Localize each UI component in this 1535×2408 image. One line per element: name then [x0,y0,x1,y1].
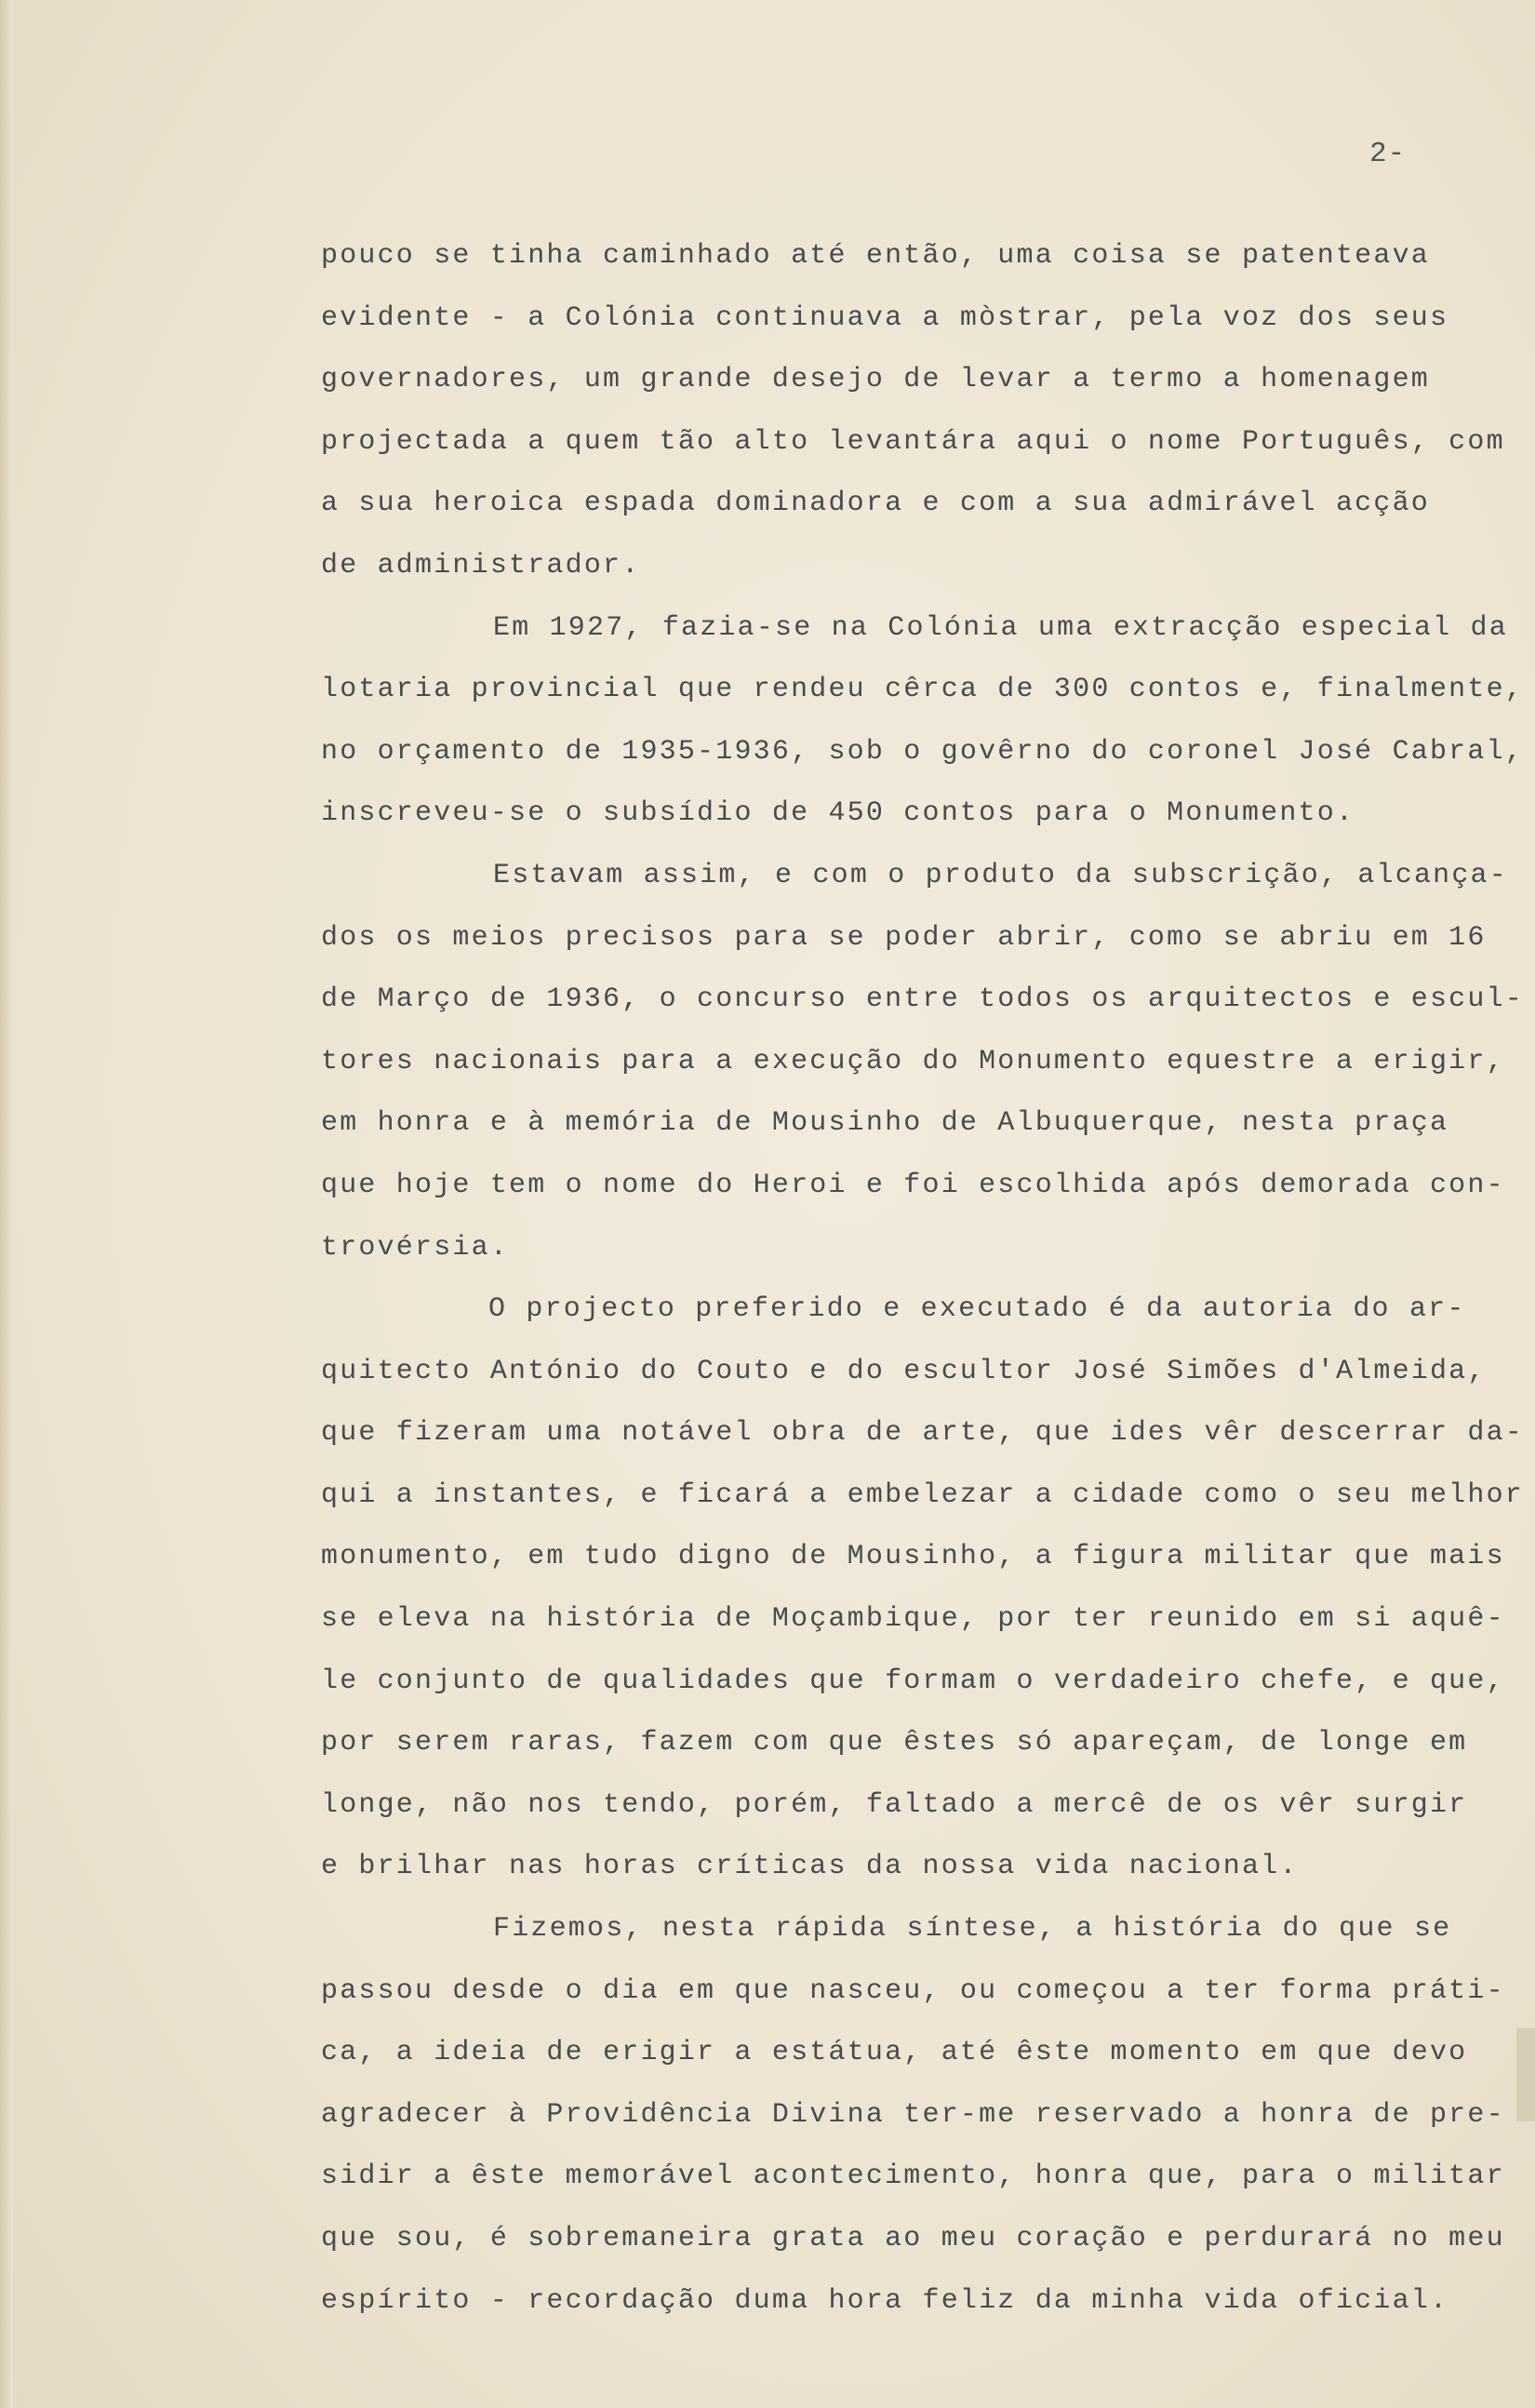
text-line: ca, a ideia de erigir a estátua, até êste momento em que devo [321,2037,1468,2069]
text-line: de administrador. [321,549,641,582]
paper-edge [0,0,13,2408]
text-line: que hoje tem o nome do Heroi e foi escolhida após demorada con- [321,1169,1505,1201]
text-line: lotaria provincial que rendeu cêrca de 300 contos e, finalmente, [321,674,1524,706]
text-line: e brilhar nas horas críticas da nossa vida nacional. [321,1851,1299,1883]
text-line: trovérsia. [321,1231,510,1264]
page-number: 2- [1369,138,1407,170]
text-line: dos os meios precisos para se poder abrir, como se abriu em 16 [321,921,1487,954]
text-line: quitecto António do Couto e do escultor José Simões d'Almeida, [321,1355,1487,1387]
text-line: qui a instantes, e ficará a embelezar a cidade como o seu melhor [321,1478,1524,1511]
paragraph-start-line: Estavam assim, e com o produto da subscrição, alcança- [493,859,1508,891]
text-line: se eleva na história de Moçambique, por ter reunido em si aquê- [321,1603,1505,1636]
text-line: sidir a êste memorável acontecimento, honra que, para o militar [321,2161,1505,2193]
text-line: no orçamento de 1935-1936, sob o govêrno do coronel José Cabral, [321,735,1524,768]
text-line: le conjunto de qualidades que formam o verdadeiro chefe, e que, [321,1665,1505,1697]
text-line: passou desde o dia em que nasceu, ou começou a ter forma práti- [321,1974,1505,2007]
text-line: por serem raras, fazem com que êstes só apareçam, de longe em [321,1727,1468,1759]
paragraph-start-line: O projecto preferido e executado é da autoria do ar- [488,1293,1466,1326]
document-body [321,225,1524,2332]
paper-edge-stain [1516,2028,1535,2121]
text-line: longe, não nos tendo, porém, faltado a mercê de os vêr surgir [321,1788,1468,1821]
text-line: inscreveu-se o subsídio de 450 contos para o Monumento. [321,797,1355,830]
text-line: projectada a quem tão alto levantára aqui o nome Português, com [321,425,1505,458]
text-line: agradecer à Providência Divina ter-me reservado a honra de pre- [321,2098,1505,2131]
text-line: em honra e à memória de Mousinho de Albuquerque, nesta praça [321,1107,1449,1140]
text-line: governadores, um grande desejo de levar a termo a homenagem [321,364,1430,396]
paragraph-start-line: Fizemos, nesta rápida síntese, a história do que se [493,1913,1452,1946]
text-line: evidente - a Colónia continuava a mòstrar, pela voz dos seus [321,301,1449,334]
text-line: tores nacionais para a execução do Monumento equestre a erigir, [321,1045,1505,1077]
text-line: a sua heroica espada dominadora e com a sua admirável acção [321,488,1430,520]
text-line: pouco se tinha caminhado até então, uma coisa se patenteava [321,240,1430,272]
text-line: de Março de 1936, o concurso entre todos os arquitectos e escul- [321,983,1524,1016]
text-line: espírito - recordação duma hora feliz da minha vida oficial. [321,2284,1449,2317]
text-line: que sou, é sobremaneira grata ao meu coração e perdurará no meu [321,2223,1505,2254]
paragraph-start-line: Em 1927, fazia-se na Colónia uma extracção especial da [493,611,1508,644]
text-line: que fizeram uma notável obra de arte, que ides vêr descerrar da- [321,1417,1524,1450]
text-line: monumento, em tudo digno de Mousinho, a figura militar que mais [321,1541,1505,1573]
